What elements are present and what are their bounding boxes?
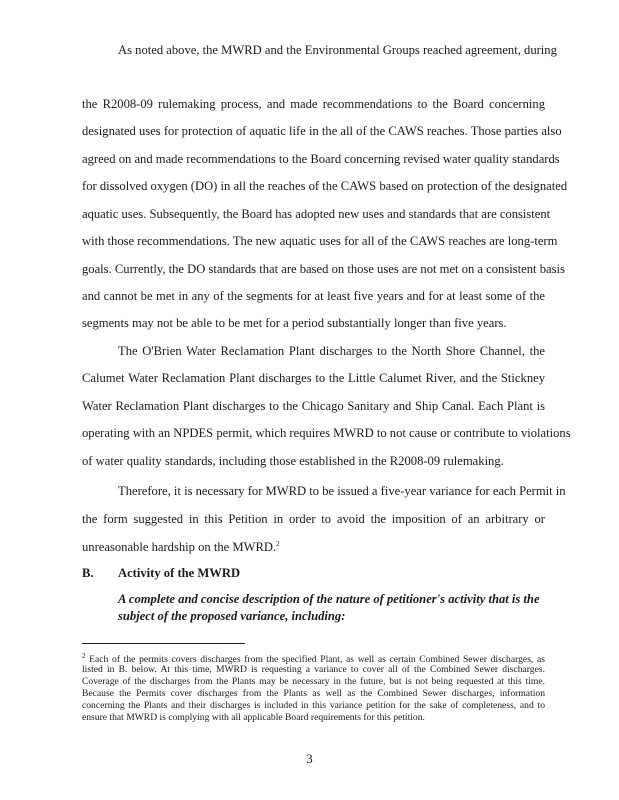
page-number: 3	[306, 752, 313, 766]
footnote-line: Coverage of the discharges from the Plants may be necessary in the future, but is not being requested at this time.	[82, 676, 545, 687]
footnote-line: concerning the Plants and their discharges is included in this variance petition for the sake of completeness, and to	[82, 700, 545, 711]
footnote-number: 2	[82, 652, 86, 660]
footnote-divider	[82, 643, 245, 644]
text-line: segments may not be able to be met for a period substantially longer than five years.	[82, 316, 507, 330]
text-line: As noted above, the MWRD and the Environmental Groups reached agreement, during	[118, 43, 557, 57]
text-line: Therefore, it is necessary for MWRD to be issued a five-year variance for each Permit in	[118, 484, 566, 498]
text-line: Water Reclamation Plant discharges to the Chicago Sanitary and Ship Canal. Each Plant is	[82, 399, 545, 413]
text-line	[82, 540, 545, 555]
section-title: Activity of the MWRD	[118, 566, 241, 580]
text-line: for dissolved oxygen (DO) in all the reaches of the CAWS based on protection of the designated	[82, 179, 568, 193]
text-line: designated uses for protection of aquatic life in the all of the CAWS reaches. Those parties also	[82, 124, 562, 138]
text-line: and cannot be met in any of the segments for at least five years and for at least some of the	[82, 289, 545, 303]
text-line: Calumet Water Reclamation Plant discharges to the Little Calumet River, and the Stickney	[82, 371, 545, 385]
footnote-ref[interactable]: 2	[276, 540, 280, 548]
text: Each of the permits covers discharges from the specified Plant, as well as certain Combined Sewer discharges, as	[89, 654, 545, 666]
text-line: with those recommendations. The new aquatic uses for all of the CAWS reaches are long-term	[82, 234, 558, 248]
text-line: the R2008-09 rulemaking process, and made recommendations to the Board concerning	[82, 97, 545, 111]
footnote-line: listed in B. below. At this time, MWRD is requesting a variance to cover all of the Combined Sewer discharges.	[82, 664, 545, 675]
text-line: agreed on and made recommendations to the Board concerning revised water quality standards	[82, 152, 560, 166]
text-line: aquatic uses. Subsequently, the Board has adopted new uses and standards that are consistent	[82, 207, 551, 221]
text-line: the form suggested in this Petition in order to avoid the imposition of an arbitrary or	[82, 512, 545, 526]
section-letter: B.	[82, 566, 94, 580]
section-heading	[82, 566, 240, 581]
subheading-line: subject of the proposed variance, including:	[118, 609, 346, 623]
text-line: of water quality standards, including those established in the R2008-09 rulemaking.	[82, 454, 504, 468]
text: unreasonable hardship on the MWRD.	[82, 540, 277, 555]
text-line: operating with an NPDES permit, which requires MWRD to not cause or contribute to violations	[82, 426, 571, 440]
subheading-line: A complete and concise description of the nature of petitioner's activity that is the	[118, 592, 540, 606]
text-line: goals. Currently, the DO standards that are based on those uses are not met on a consistent basis	[82, 262, 565, 276]
footnote-line: Because the Permits cover discharges from the Plants as well as the Combined Sewer discharges, information	[82, 688, 545, 699]
text-line: The O'Brien Water Reclamation Plant discharges to the North Shore Channel, the	[118, 344, 545, 358]
footnote-line: ensure that MWRD is complying with all applicable Board requirements for this petition.	[82, 712, 425, 723]
